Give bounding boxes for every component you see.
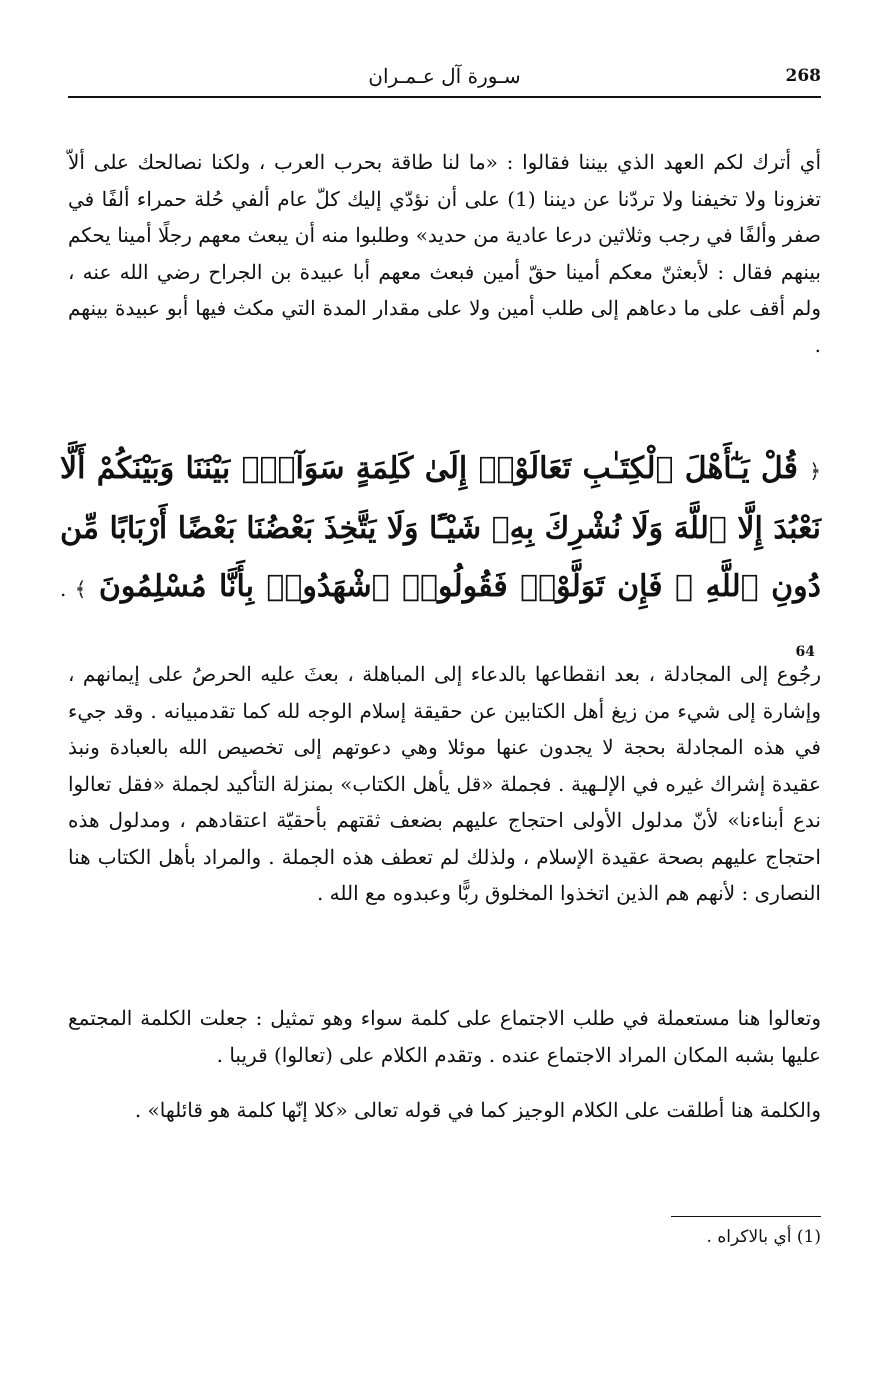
paragraph-4: والكلمة هنا أطلقت على الكلام الوجيز كما في قوله تعالى «كلا إنّها كلمة هو قائلها» . [134, 1098, 821, 1122]
quran-verse [60, 440, 821, 681]
verse-number: 64 [795, 644, 815, 660]
footnote-divider [671, 1216, 821, 1217]
page-header [68, 60, 821, 98]
verse-close-bracket: ﴾ . [60, 577, 87, 601]
verse-text: قُلْ يَـٰٓأَهْلَ ٱلْكِتَـٰبِ تَعَالَوْا۟ إِلَىٰ كَلِمَةٍ سَوَآءٍۭ بَيْنَنَا وَبَيْنَكُمْ أَلَّا نَعْبُدَ إِلَّا ٱللَّهَ وَلَا نُشْرِكَ بِهِۦ شَيْـًٔا وَلَا يَتَّخِذَ بَعْضُنَا بَعْضًا أَرْبَابًا مِّن دُونِ ٱللَّهِ ۚ فَإِن تَوَلَّوْا۟ فَقُولُوا۟ ٱشْهَدُوا۟ بِأَنَّا مُسْلِمُونَ [60, 451, 821, 604]
surah-title: سـورة آل عـمـران [368, 64, 521, 88]
footnote: (1) أي بالاكراه . [706, 1227, 821, 1247]
paragraph-2: رجُوع إلى المجادلة ، بعد انقطاعها بالدعاء إلى المباهلة ، بعثَ عليه الحرصُ على إيمانهم ، وإشارة إلى شيء من زيغ أهل الكتابين عن حقيقة إسلام الوجه لله كما تقدمبيانه . وقد جيء في هذه المجادلة بحجة لا يجدون عنها موئلا وهي دعوتهم إلى تخصيص الله بالعبادة ونبذ عقيدة إشراك غيره في الإلـهية . فجملة «قل يأهل الكتاب» بمنزلة التأكيد لجملة «فقل تعالوا ندع أبناءنا» لأنّ مدلول الأولى احتجاج عليهم بضعف ثقتهم بأحقيّة اعتقادهم ، ومدلول هذه احتجاج عليهم بصحة عقيدة الإسلام ، ولذلك لم تعطف هذه الجملة . والمراد بأهل الكتاب هنا النصارى : لأنهم هم الذين اتخذوا المخلوق ربًّا وعبدوه مع الله . [68, 662, 821, 905]
paragraph-1: أي أترك لكم العهد الذي بيننا فقالوا : «ما لنا طاقة بحرب العرب ، ولكنا نصالحك على ألاّ تغزونا ولا تخيفنا ولا تردّنا عن ديننا (1) على أن نؤدّي إليك كلّ عام ألفي حُلة حمراء ألفًا في صفر وألفًا في رجب وثلاثين درعا عادية من حديد» وطلبوا منه أن يبعث معهم رجلًا أمينا يحكم بينهم فقال : لأبعثنّ معكم أمينا حقّ أمين فبعث معهم أبا عبيدة بن الجراح رضي الله عنه ، ولم أقف على ما دعاهم إلى طلب أمين ولا على مقدار المدة التي مكث فيها أبو عبيدة بينهم . [68, 150, 821, 357]
page-number: 268 [785, 66, 821, 86]
verse-open-bracket: ﴿ [809, 459, 821, 483]
paragraph-3: وتعالوا هنا مستعملة في طلب الاجتماع على كلمة سواء وهو تمثيل : جعلت الكلمة المجتمع عليها بشبه المكان المراد الاجتماع عنده . وتقدم الكلام على (تعالوا) قريبا . [68, 1006, 821, 1067]
